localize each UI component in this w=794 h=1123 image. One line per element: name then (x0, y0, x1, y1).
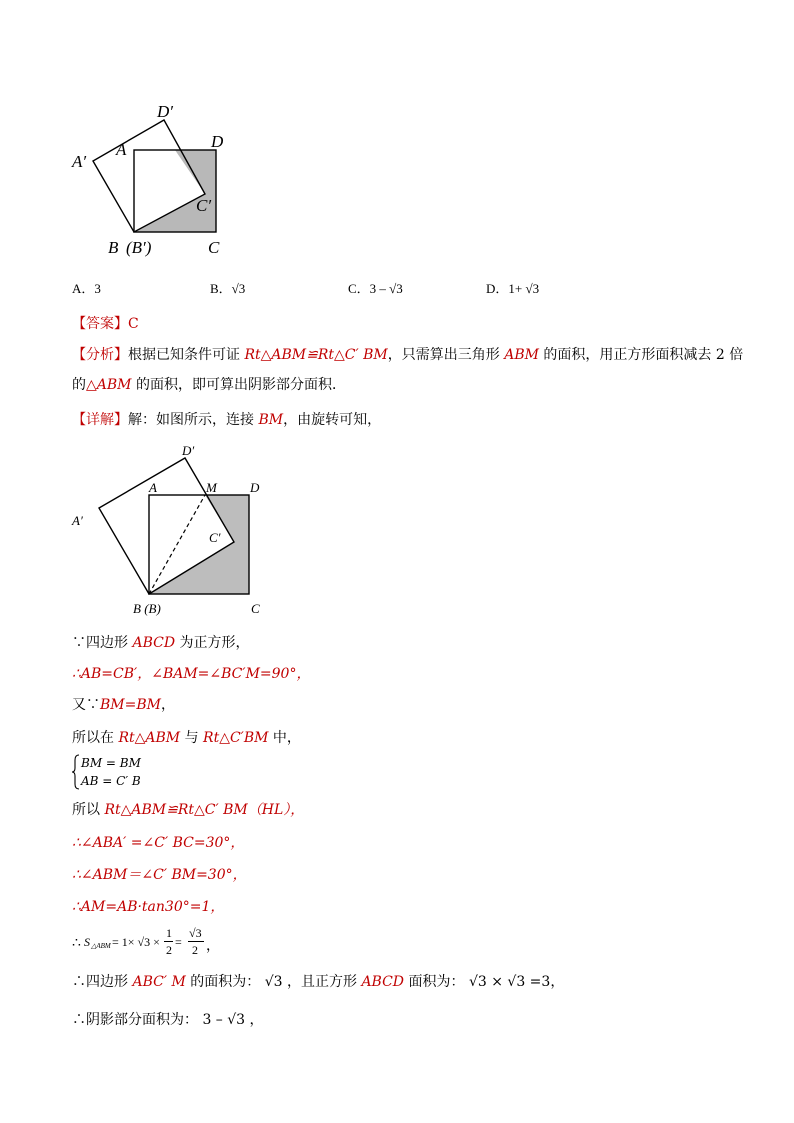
step-5: 所以 Rt△ABM≌Rt△C′ BM（HL）， (72, 802, 305, 818)
answer-value: C (128, 316, 139, 332)
label-a-prime: A′ (72, 513, 83, 528)
label-d: D (211, 132, 224, 151)
label-c: C (208, 238, 220, 257)
step-11: ∴阴影部分面积为： 3 – √3 ， (72, 1012, 264, 1028)
option-a: A．3 (72, 281, 101, 296)
label-b: B (108, 238, 119, 257)
analysis-tag: 【分析】 (72, 347, 128, 363)
label-c: C (251, 601, 260, 616)
step-10: ∴四边形 ABC′ M 的面积为： √3 ，且正方形 ABCD 面积为： √3 × √3 =3， (72, 974, 565, 990)
step-1: ∵四边形 ABCD 为正方形， (72, 635, 250, 651)
label-m: M (206, 480, 217, 495)
label-a: A (116, 140, 127, 159)
equation-1: BM = BM (81, 756, 141, 770)
analysis-line-2: 的△ABM 的面积，即可算出阴影部分面积． (72, 377, 346, 393)
label-c-prime: C′ (209, 530, 221, 545)
step-4: 所以在 Rt△ABM 与 Rt△C′BM 中， (72, 730, 301, 746)
step-6: ∴∠ABA′ =∠C′ BC=30°， (72, 835, 245, 851)
label-b: B (B) (133, 601, 161, 616)
analysis-line-1: 【分析】根据已知条件可证 Rt△ABM≌Rt△C′ BM，只需算出三角形 ABM 的面积，用正方形面积减去 2 倍 (72, 347, 744, 363)
figure-1-rotated-square (60, 95, 240, 265)
detail-tag: 【详解】 (72, 412, 128, 428)
detail-line: 【详解】解：如图所示，连接 BM，由旋转可知， (72, 412, 382, 428)
figure-2-rotated-square-with-m (60, 435, 290, 620)
option-d: D．1+ √3 (486, 281, 540, 296)
label-a-prime: A′ (72, 152, 87, 171)
label-b-prime: (B′) (126, 238, 152, 257)
step-3: 又∵BM=BM， (72, 697, 175, 713)
option-b: B．√3 (210, 281, 246, 296)
step-7: ∴∠ABM＝∠C′ BM=30°， (72, 867, 247, 883)
answer-line (72, 315, 139, 333)
label-a: A (149, 480, 157, 495)
answer-tag: 【答案】 (72, 316, 128, 332)
label-d-prime: D′ (157, 102, 173, 121)
brace-icon (72, 754, 80, 790)
option-c: C．3 – √3 (348, 281, 403, 296)
label-c-prime: C′ (196, 196, 212, 215)
equation-2: AB = C′ B (81, 774, 141, 788)
step-2: ∴AB=CB′，∠BAM=∠BC′M=90°， (72, 666, 311, 682)
label-d: D (250, 480, 260, 495)
label-d-prime: D′ (182, 443, 195, 458)
step-8: ∴AM=AB·tan30°=1， (72, 899, 225, 915)
